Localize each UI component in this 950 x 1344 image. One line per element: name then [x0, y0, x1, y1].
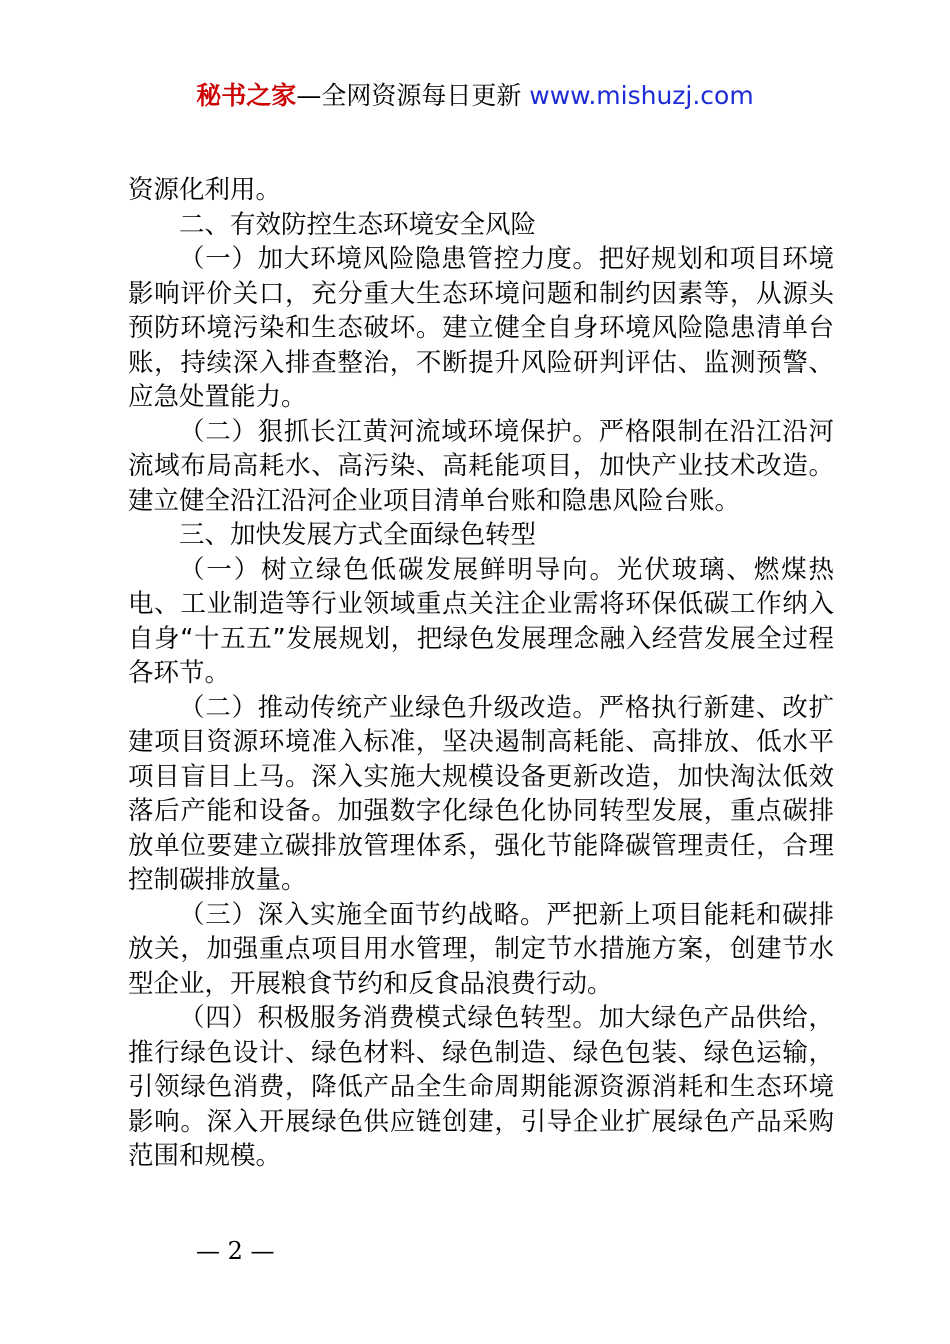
site-url-link[interactable]: www.mishuzj.com — [529, 81, 754, 110]
paragraph: （二）狠抓长江黄河流域环境保护。严格限制在沿江沿河流域布局高耗水、高污染、高耗能项目，加快产业技术改造。建立健全沿江沿河企业项目清单台账和隐患风险台账。 — [128, 416, 834, 516]
paragraph: （四）积极服务消费模式绿色转型。加大绿色产品供给，推行绿色设计、绿色材料、绿色制造、绿色包装、绿色运输，引领绿色消费，降低产品全生命周期能源资源消耗和生态环境影响。深入开展绿色供应链创建，引导企业扩展绿色产品采购范围和规模。 — [128, 1003, 834, 1171]
page-number: — 2 — — [196, 1237, 275, 1265]
paragraph: （一）树立绿色低碳发展鲜明导向。光伏玻璃、燃煤热电、工业制造等行业领域重点关注企业需将环保低碳工作纳入自身“十五五”发展规划，把绿色发展理念融入经营发展全过程各环节。 — [128, 554, 834, 688]
section-heading: 二、有效防控生态环境安全风险 — [179, 209, 537, 240]
paragraph: （一）加大环境风险隐患管控力度。把好规划和项目环境影响评价关口，充分重大生态环境问题和制约因素等，从源头预防环境污染和生态破坏。建立健全自身环境风险隐患清单台账，持续深入排查整治，不断提升风险研判评估、监测预警、应急处置能力。 — [128, 244, 834, 412]
header-tagline: —全网资源每日更新 — [296, 81, 522, 110]
paragraph: （三）深入实施全面节约战略。严把新上项目能耗和碳排放关，加强重点项目用水管理，制定节水措施方案，创建节水型企业，开展粮食节约和反食品浪费行动。 — [128, 899, 834, 999]
section-heading: 三、加快发展方式全面绿色转型 — [179, 520, 537, 550]
site-header — [0, 78, 950, 114]
document-body — [128, 173, 834, 1174]
paragraph: （二）推动传统产业绿色升级改造。严格执行新建、改扩建项目资源环境准入标准，坚决遏制高耗能、高排放、低水平项目盲目上马。深入实施大规模设备更新改造，加快淘汰低效落后产能和设备。加强数字化绿色化协同转型发展，重点碳排放单位要建立碳排放管理体系，强化节能降碳管理责任，合理控制碳排放量。 — [128, 692, 834, 895]
brand-name: 秘书之家 — [196, 81, 297, 110]
paragraph-continuation: 资源化利用。 — [128, 175, 282, 205]
